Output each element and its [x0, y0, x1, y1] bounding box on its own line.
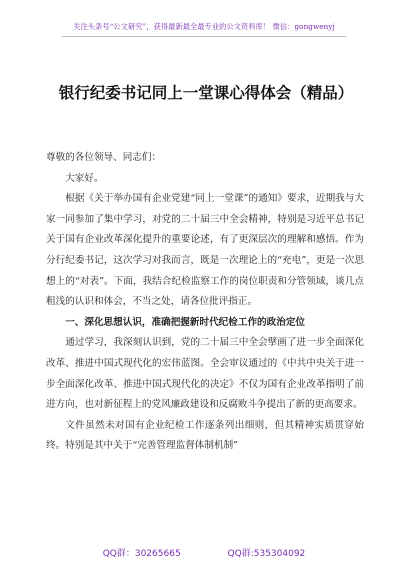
- document-title: 银行纪委书记同上一堂课心得体会（精品）: [58, 83, 354, 102]
- salutation: 尊敬的各位领导、同志们：: [46, 152, 162, 163]
- promo-header-text: 关注头条号“公文研究”，获得最新最全最专业的公文资料库！ 微信：gongwenyj: [73, 22, 335, 31]
- greeting: 大家好。: [65, 172, 104, 184]
- header-divider: [62, 36, 346, 37]
- paragraph-3: 文件虽然未对国有企业纪检工作逐条列出细则，但其精神实质贯穿始终。特别是其中关于“完善管理监督体制机制”: [46, 419, 364, 452]
- section-1-heading: 一、深化思想认识，准确把握新时代纪检工作的政治定位: [65, 316, 306, 328]
- footer-qq-group-1: QQ群：30265665: [102, 549, 181, 559]
- paragraph-2: 通过学习，我深刻认识到，党的二十届三中全会擘画了进一步全面深化改革、推进中国式现代化的宏伟蓝图。全会审议通过的《中共中央关于进一步全面深化改革、推进中国式现代化的决定》不仅为国有企业改革指明了前进方向，也对新征程上的党风廉政建设和反腐败斗争提出了新的更高要求。: [46, 337, 364, 411]
- footer-contact: [0, 546, 408, 559]
- document-body: [46, 148, 364, 457]
- paragraph-1: 根据《关于举办国有企业党建“同上一堂课”的通知》要求，近期我与大家一同参加了集中学习，对党的二十届三中全会精神，特别是习近平总书记关于国有企业改革深化提升的重要论述，有了更深层次的理解和感悟。作为分行纪委书记，这次学习对我而言，既是一次理论上的“充电”，更是一次思想上的“对表”。下面，我结合纪检监察工作的岗位职责和分管领域，谈几点粗浅的认识和体会，不当之处，请各位批评指正。: [46, 193, 364, 308]
- footer-qq-group-2: QQ群:535304092: [227, 549, 306, 559]
